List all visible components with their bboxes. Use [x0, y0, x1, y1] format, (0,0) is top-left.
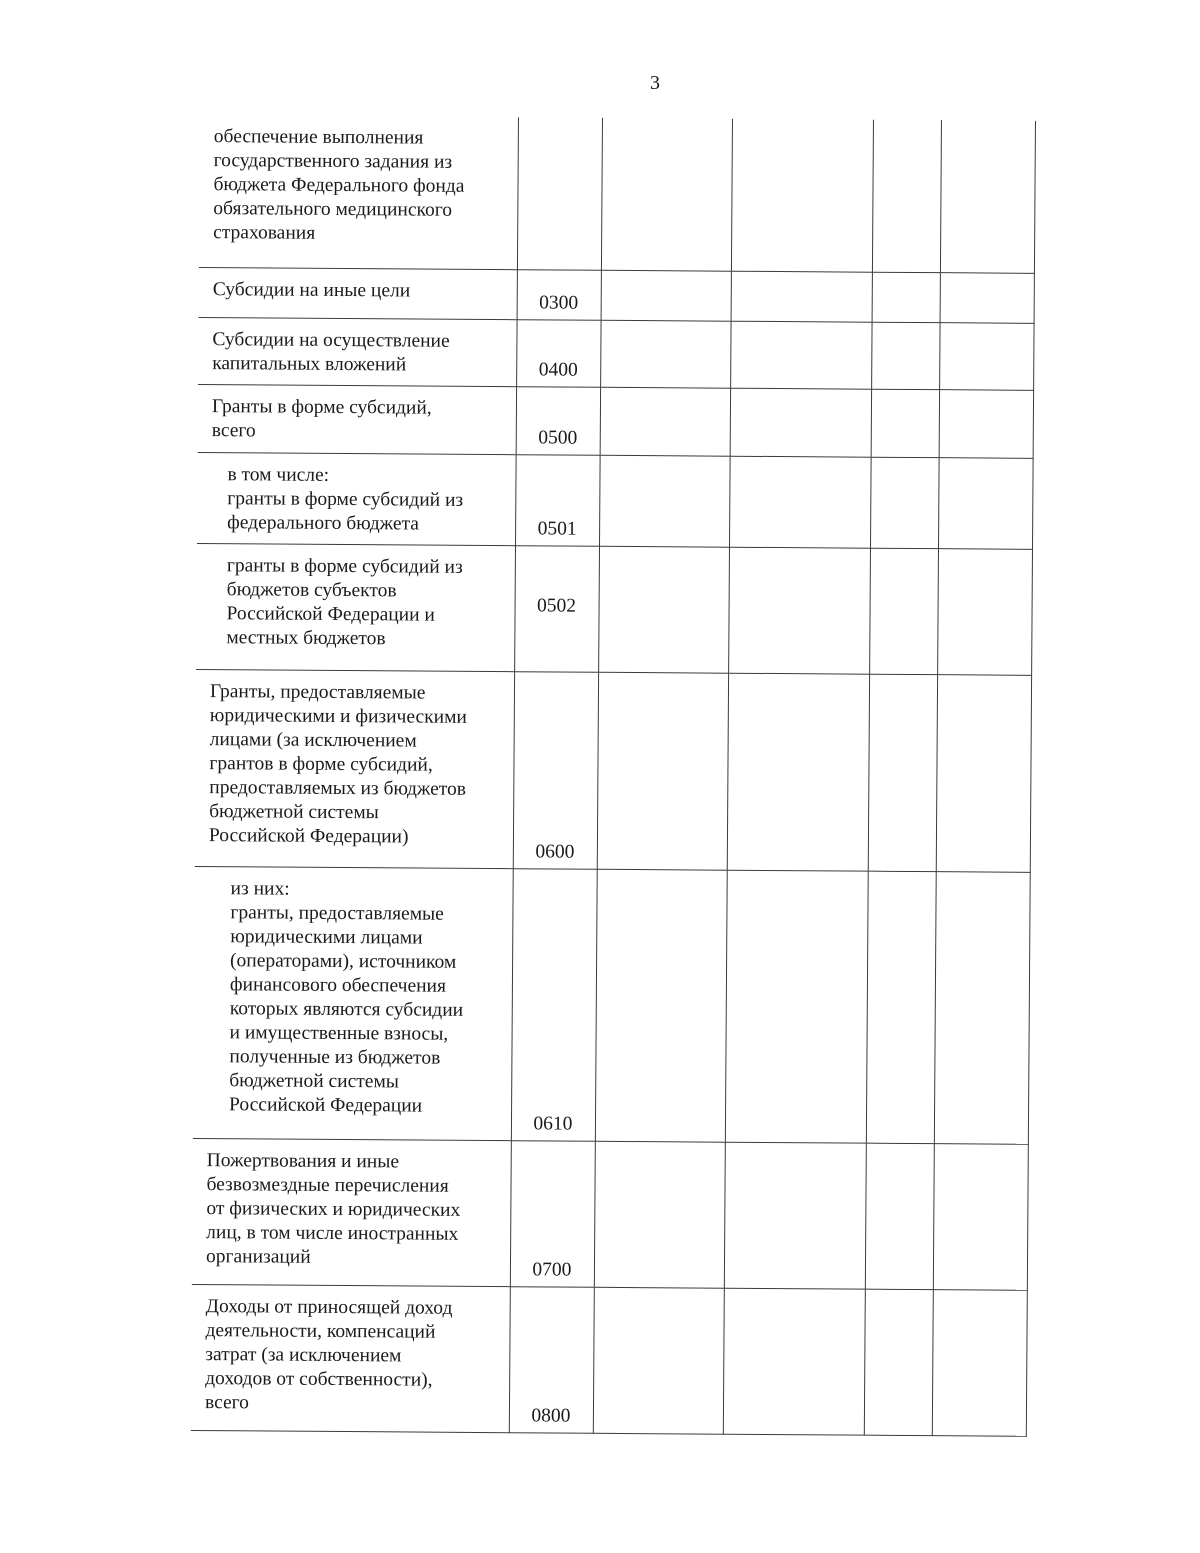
- row-label-cell: [192, 1138, 511, 1286]
- row-code: 0502: [537, 595, 577, 617]
- empty-cell: [938, 457, 1033, 549]
- row-label: из них: гранты, предоставляемые юридическими лицами (операторами), источником финансового обеспечения которых являются субсидии и имущественные взносы, полученные из бюджетов бюджетной системы Российской Федерации: [229, 877, 464, 1117]
- row-code: 0400: [538, 358, 578, 381]
- row-label-cell: [199, 115, 518, 269]
- row-code-cell: [510, 1140, 595, 1287]
- table-row: [195, 669, 1031, 872]
- row-code-cell: [509, 1286, 594, 1433]
- row-label-cell: [197, 452, 516, 545]
- empty-cell: [600, 320, 730, 388]
- empty-cell: [597, 672, 728, 870]
- row-label: Доходы от приносящей доход деятельности, компенсаций затрат (за исключением доходов от собственности), всего: [204, 1295, 453, 1413]
- empty-cell: [727, 673, 869, 871]
- row-code: 0700: [532, 1258, 572, 1281]
- row-code: 0501: [537, 517, 577, 540]
- empty-cell: [595, 869, 727, 1142]
- row-label: Субсидии на осуществление капитальных вложений: [212, 328, 450, 375]
- row-code: 0300: [539, 291, 579, 314]
- row-label-cell: [196, 543, 515, 671]
- row-label: Субсидии на иные цели: [212, 278, 411, 301]
- row-code-cell: [517, 117, 602, 270]
- empty-cell: [866, 871, 936, 1143]
- table-row: [198, 317, 1033, 390]
- row-label-cell: [199, 267, 517, 319]
- empty-cell: [871, 389, 939, 457]
- row-code-cell: [513, 671, 598, 869]
- empty-cell: [731, 271, 872, 322]
- page-number: 3: [650, 72, 660, 94]
- empty-cell: [933, 1143, 1028, 1290]
- empty-cell: [940, 272, 1034, 323]
- empty-cell: [934, 871, 1030, 1144]
- row-label-cell: [193, 866, 513, 1140]
- empty-cell: [724, 1142, 866, 1289]
- empty-cell: [870, 457, 939, 548]
- row-code: 0800: [531, 1404, 571, 1427]
- empty-cell: [939, 389, 1033, 458]
- row-code: 0610: [533, 1112, 573, 1135]
- empty-cell: [593, 1287, 724, 1434]
- empty-cell: [869, 548, 938, 674]
- empty-cell: [871, 322, 939, 389]
- empty-cell: [872, 272, 940, 322]
- empty-cell: [940, 120, 1035, 273]
- empty-cell: [936, 674, 1031, 872]
- row-code-cell: [516, 386, 600, 455]
- row-label-cell: [191, 1284, 510, 1432]
- row-code-cell: [516, 319, 600, 387]
- row-code-cell: [514, 545, 599, 672]
- row-code-cell: [517, 269, 601, 320]
- empty-cell: [864, 1289, 933, 1435]
- row-label: обеспечение выполнения государственного задания из бюджета Федерального фонда обязательного медицинского страхования: [213, 126, 465, 244]
- empty-cell: [872, 120, 941, 272]
- empty-cell: [730, 321, 871, 389]
- empty-cell: [600, 387, 730, 456]
- row-label-cell: [195, 669, 514, 868]
- table-row: [192, 1138, 1028, 1290]
- empty-cell: [729, 456, 871, 548]
- empty-cell: [598, 546, 729, 673]
- table-row: [197, 452, 1033, 549]
- empty-cell: [939, 322, 1033, 390]
- empty-cell: [728, 547, 870, 674]
- empty-cell: [868, 674, 937, 871]
- empty-cell: [723, 1288, 865, 1435]
- row-code-cell: [511, 868, 597, 1141]
- row-label: Гранты, предоставляемые юридическими и физическими лицами (за исключением грантов в форме субсидий, предоставляемых из бюджетов бюджетной системы Российской Федерации): [208, 680, 467, 847]
- row-label: в том числе: гранты в форме субсидий из федерального бюджета: [227, 463, 464, 535]
- empty-cell: [601, 270, 731, 321]
- table-row: [199, 267, 1034, 323]
- row-code: 0600: [535, 840, 575, 863]
- table-row: [198, 384, 1033, 458]
- row-code-cell: [515, 454, 600, 546]
- row-code: 0500: [538, 426, 578, 449]
- income-table: [191, 115, 1036, 1436]
- row-label-cell: [198, 384, 516, 454]
- empty-cell: [865, 1143, 934, 1289]
- empty-cell: [730, 388, 871, 457]
- row-label-cell: [198, 317, 516, 386]
- table-row: [193, 866, 1030, 1144]
- row-label: гранты в форме субсидий из бюджетов субъектов Российской Федерации и местных бюджетов: [226, 554, 463, 649]
- table-row: [199, 115, 1035, 273]
- row-label: Пожертвования и иные безвозмездные перечисления от физических и юридических лиц, в том числе иностранных организаций: [205, 1149, 461, 1268]
- empty-cell: [932, 1289, 1027, 1436]
- table-row: [196, 543, 1032, 675]
- empty-cell: [731, 119, 873, 272]
- empty-cell: [601, 118, 732, 271]
- empty-cell: [599, 455, 730, 547]
- empty-cell: [594, 1141, 725, 1288]
- table-row: [191, 1284, 1027, 1436]
- empty-cell: [937, 548, 1032, 675]
- row-label: Гранты в форме субсидий, всего: [211, 395, 432, 441]
- empty-cell: [725, 870, 868, 1143]
